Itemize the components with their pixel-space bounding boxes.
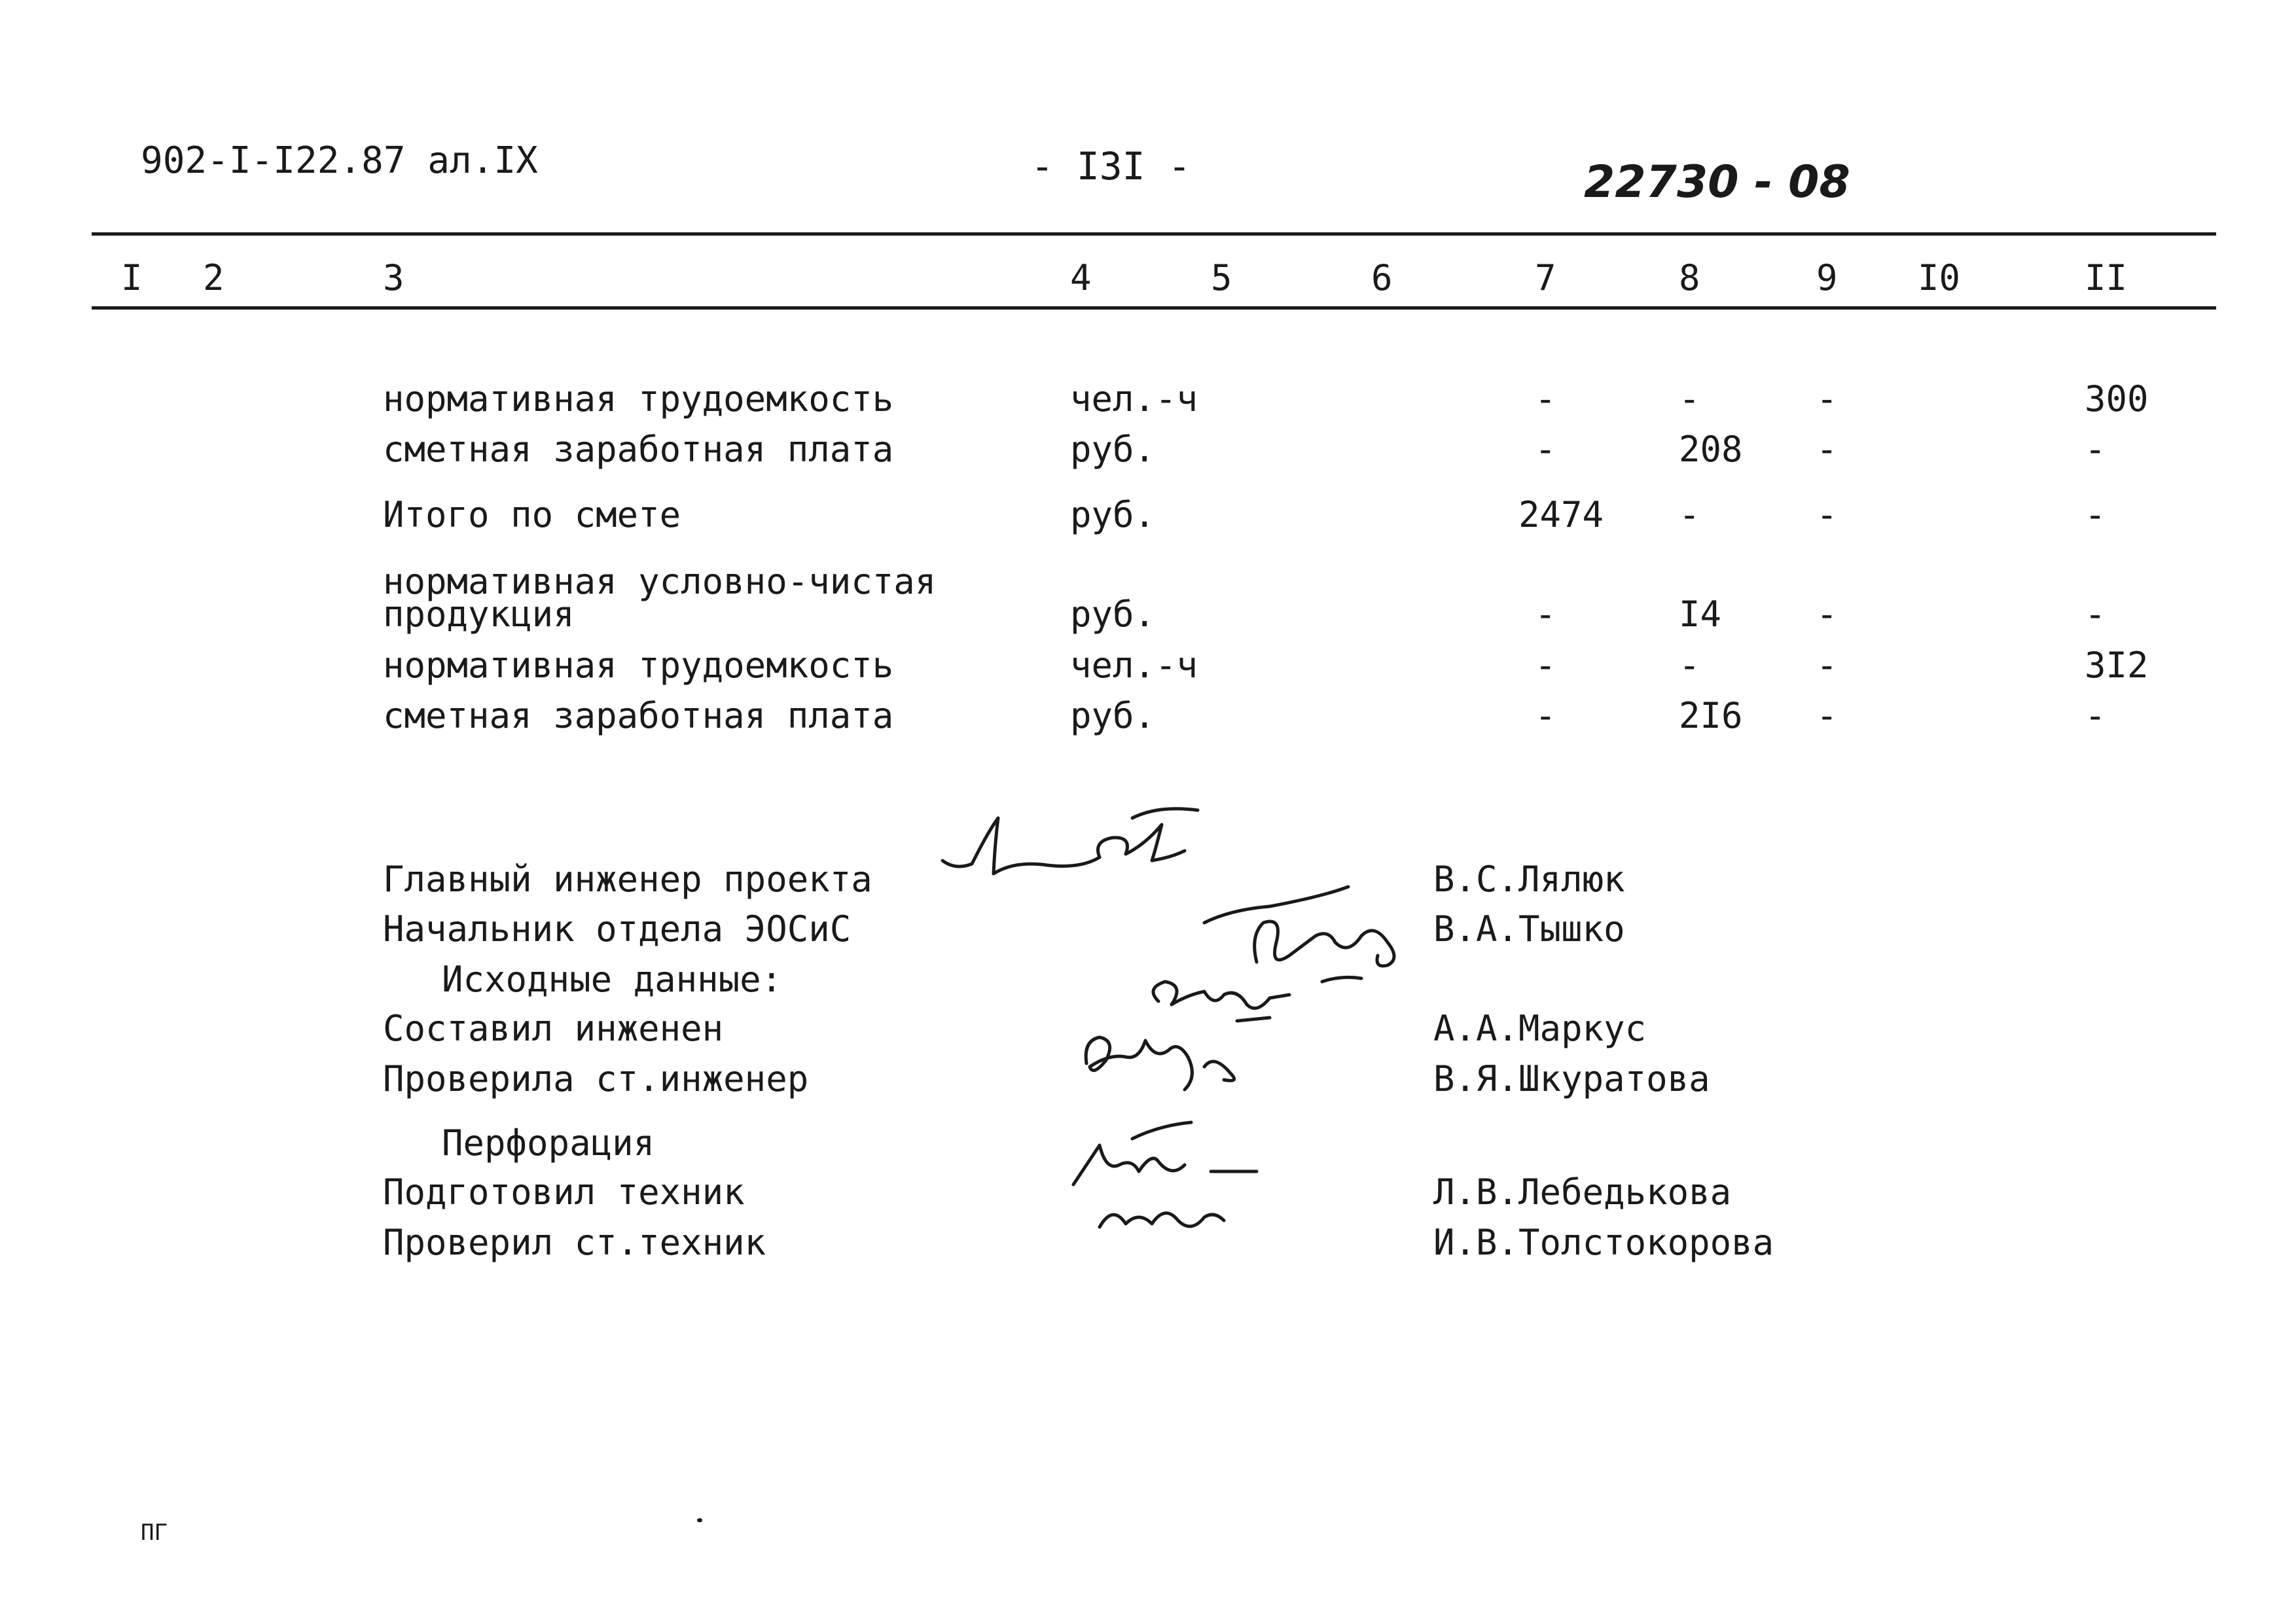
row-4-col9: - xyxy=(1816,594,1838,635)
total-row-col7: 2474 xyxy=(1518,494,1604,535)
row-6-col9: - xyxy=(1816,695,1838,736)
total-row-unit: руб. xyxy=(1070,494,1156,535)
signature-person-shkuratova: В.Я.Шкуратова xyxy=(1433,1058,1710,1099)
page-number: - I3I - xyxy=(1031,144,1191,188)
ink-dot xyxy=(697,1518,702,1522)
column-header-8: 8 xyxy=(1679,257,1700,298)
signature-scribble-compiler-and-checker xyxy=(1073,969,1309,1099)
total-row-col8: - xyxy=(1679,494,1700,535)
column-header-7: 7 xyxy=(1535,257,1556,298)
signature-person-lebedkova: Л.В.Лебедькова xyxy=(1433,1171,1732,1213)
row-5-col11: 3I2 xyxy=(2085,645,2149,686)
column-header-9: 9 xyxy=(1816,257,1838,298)
column-header-3: 3 xyxy=(383,257,404,298)
row-5-col8: - xyxy=(1679,645,1700,686)
section-heading-perforation: Перфорация xyxy=(442,1122,655,1164)
row-4-col7: - xyxy=(1535,594,1556,635)
table-header-rule xyxy=(92,306,2216,310)
row-5-name: нормативная трудоемкость xyxy=(383,645,894,686)
total-row-col9: - xyxy=(1816,494,1838,535)
row-6-unit: руб. xyxy=(1070,695,1156,736)
row-2-col11: - xyxy=(2085,429,2106,470)
row-4-col8: I4 xyxy=(1679,594,1722,635)
signature-person-lyalyuk: В.С.Лялюк xyxy=(1433,859,1625,900)
column-header-1: I xyxy=(121,257,143,298)
row-4-name: нормативная условно-чистая xyxy=(383,561,937,602)
row-2-col9: - xyxy=(1816,429,1838,470)
signature-role-department-head: Начальник отдела ЭОСиС xyxy=(383,908,852,950)
column-header-4: 4 xyxy=(1070,257,1092,298)
signature-role-chief-engineer: Главный инженер проекта xyxy=(383,859,872,900)
row-5-unit: чел.-ч xyxy=(1070,645,1198,686)
table-top-rule xyxy=(92,232,2216,236)
signature-person-tolstokorova: И.В.Толстокорова xyxy=(1433,1222,1774,1263)
row-6-col7: - xyxy=(1535,695,1556,736)
row-1-col11: 300 xyxy=(2085,378,2149,419)
column-header-10: I0 xyxy=(1918,257,1961,298)
row-5-col9: - xyxy=(1816,645,1838,686)
column-header-2: 2 xyxy=(203,257,224,298)
total-row-name: Итого по смете xyxy=(383,494,681,535)
row-2-col8: 208 xyxy=(1679,429,1743,470)
signature-role-checked-by-technician: Проверил ст.техник xyxy=(383,1222,766,1263)
row-4-unit: руб. xyxy=(1070,594,1156,635)
column-header-11: II xyxy=(2085,257,2128,298)
signature-role-checked-by-engineer: Проверила ст.инженер xyxy=(383,1058,809,1099)
row-1-name: нормативная трудоемкость xyxy=(383,378,894,419)
signature-person-tyshko: В.А.Тышко xyxy=(1433,908,1625,950)
signature-scribble-department-head xyxy=(1191,883,1427,982)
row-1-col7: - xyxy=(1535,378,1556,419)
footer-mark: ПГ xyxy=(141,1520,168,1546)
signature-scribble-technicians xyxy=(1060,1113,1335,1243)
row-1-col8: - xyxy=(1679,378,1700,419)
row-2-col7: - xyxy=(1535,429,1556,470)
signature-role-prepared-by-technician: Подготовил техник xyxy=(383,1171,745,1213)
row-5-col7: - xyxy=(1535,645,1556,686)
row-1-col9: - xyxy=(1816,378,1838,419)
inventory-number: 22730 - 08 xyxy=(1584,156,1850,208)
document-code: 902-I-I22.87 ал.IX xyxy=(141,139,538,182)
row-4-col11: - xyxy=(2085,594,2106,635)
total-row-col11: - xyxy=(2085,494,2106,535)
column-header-6: 6 xyxy=(1371,257,1393,298)
row-4-name-continued: продукция xyxy=(383,594,575,635)
row-6-col8: 2I6 xyxy=(1679,695,1743,736)
column-header-5: 5 xyxy=(1211,257,1232,298)
signature-role-compiled-by: Составил инженен xyxy=(383,1008,724,1049)
row-6-col11: - xyxy=(2085,695,2106,736)
row-2-unit: руб. xyxy=(1070,429,1156,470)
row-2-name: сметная заработная плата xyxy=(383,429,894,470)
row-6-name: сметная заработная плата xyxy=(383,695,894,736)
signature-scribble-chief-engineer xyxy=(936,805,1211,897)
section-heading-source-data: Исходные данные: xyxy=(442,959,783,1000)
row-1-unit: чел.-ч xyxy=(1070,378,1198,419)
signature-person-markus: А.А.Маркус xyxy=(1433,1008,1647,1049)
